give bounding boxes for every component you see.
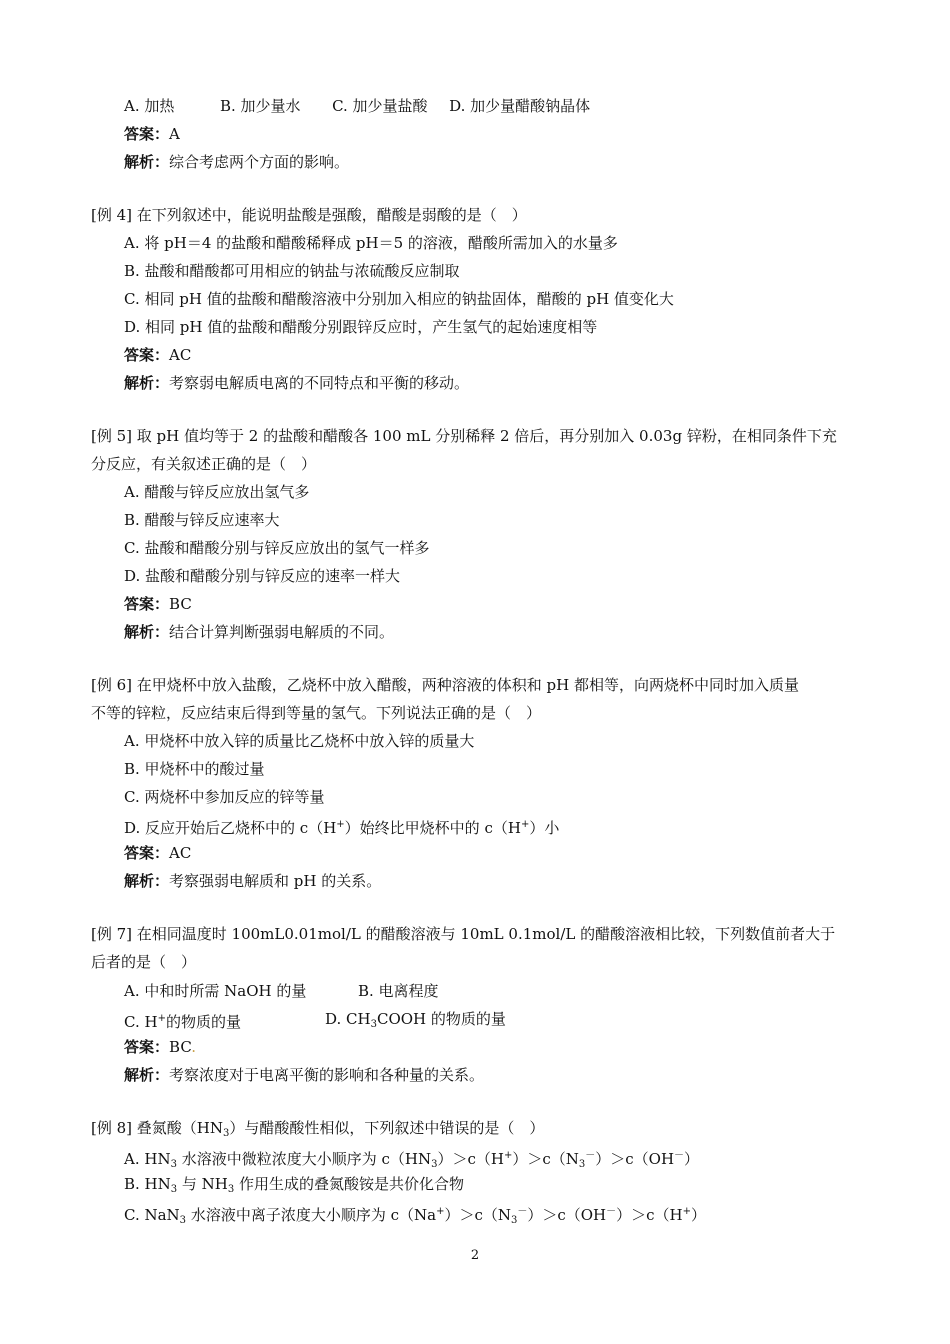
analysis-text: 考察强弱电解质和 pH 的关系。 bbox=[169, 872, 382, 890]
ex7-question-line2: 后者的是（ ） bbox=[91, 953, 197, 971]
ex4-question: [例 4] 在下列叙述中，能说明盐酸是强酸，醋酸是弱酸的是（ ） bbox=[91, 206, 527, 224]
analysis-label: 解析： bbox=[124, 872, 170, 890]
answer-value: BC bbox=[169, 1038, 192, 1056]
ex6-option-a: A. 甲烧杯中放入锌的质量比乙烧杯中放入锌的质量大 bbox=[124, 732, 475, 750]
page-number: 2 bbox=[470, 1248, 480, 1263]
ex6-analysis bbox=[124, 871, 381, 891]
ex7-option-a: A. 中和时所需 NaOH 的量 bbox=[124, 982, 307, 1000]
answer-value: A bbox=[169, 125, 180, 143]
ex7-analysis bbox=[124, 1065, 484, 1085]
ex7-question-line1: [例 7] 在相同温度时 100mL0.01mol/L 的醋酸溶液与 10mL 0.1mol/L 的醋酸溶液相比较，下列数值前者大于 bbox=[91, 925, 836, 943]
top-options-row bbox=[124, 96, 590, 116]
analysis-text: 考察浓度对于电离平衡的影响和各种量的关系。 bbox=[169, 1066, 485, 1084]
top-answer bbox=[124, 124, 180, 144]
answer-label: 答案： bbox=[124, 844, 170, 862]
ex6-option-c: C. 两烧杯中参加反应的锌等量 bbox=[124, 788, 325, 806]
ex5-question-line1: [例 5] 取 pH 值均等于 2 的盐酸和醋酸各 100 mL 分别稀释 2 倍后，再分别加入 0.03g 锌粉，在相同条件下充 bbox=[91, 427, 837, 445]
ex6-question-line2: 不等的锌粒，反应结束后得到等量的氢气。下列说法正确的是（ ） bbox=[91, 704, 542, 722]
ex5-option-c: C. 盐酸和醋酸分别与锌反应放出的氢气一样多 bbox=[124, 539, 430, 557]
analysis-label: 解析： bbox=[124, 623, 170, 641]
ex6-option-d: D. 反应开始后乙烧杯中的 c（H+）始终比甲烧杯中的 c（H+）小 bbox=[124, 819, 560, 837]
answer-label: 答案： bbox=[124, 595, 170, 613]
option-b: B. 加少量水 bbox=[219, 97, 301, 115]
ex8-option-c: C. NaN$_3$ 水溶液中离子浓度大小顺序为 $c(Na^+)>c(N_3^-)>c(OH^-)>c(H^+)$ bbox=[124, 1206, 707, 1226]
ex4-option-d: D. 相同 pH 值的盐酸和醋酸分别跟锌反应时，产生氢气的起始速度相等 bbox=[124, 318, 598, 336]
top-analysis bbox=[124, 152, 349, 172]
option-a: A. 加热 bbox=[124, 97, 175, 115]
ex7-option-b: B. 电离程度 bbox=[358, 982, 439, 1000]
ex5-option-d: D. 盐酸和醋酸分别与锌反应的速率一样大 bbox=[124, 567, 401, 585]
ex8-option-a: A. $HN_3$ 水溶液中微粒浓度大小顺序为 $c(HN_3)>c(H^+)>c(N_3^-)>c(OH^-)$ bbox=[124, 1150, 700, 1170]
analysis-text: 综合考虑两个方面的影响。 bbox=[169, 153, 350, 171]
answer-value: AC bbox=[169, 844, 192, 862]
ex6-answer bbox=[124, 843, 191, 863]
ex7-answer bbox=[124, 1037, 196, 1057]
analysis-text: 结合计算判断强弱电解质的不同。 bbox=[169, 623, 395, 641]
ex6-question-line1: [例 6] 在甲烧杯中放入盐酸，乙烧杯中放入醋酸，两种溶液的体积和 pH 都相等，向两烧杯中同时加入质量 bbox=[91, 676, 800, 694]
answer-label: 答案： bbox=[124, 125, 170, 143]
answer-label: 答案： bbox=[124, 346, 170, 364]
option-d: D. 加少量醋酸钠晶体 bbox=[449, 97, 591, 115]
answer-value: AC bbox=[169, 346, 192, 364]
ex4-option-c: C. 相同 pH 值的盐酸和醋酸溶液中分别加入相应的钠盐固体，醋酸的 pH 值变化大 bbox=[124, 290, 674, 308]
ex8-option-b: B. $HN_3$ 与 $NH_3$ 作用生成的叠氮酸铵是共价化合物 bbox=[124, 1175, 465, 1195]
ex7-option-c: C. H+的物质的量 bbox=[124, 1013, 241, 1031]
ex8-question: [例 8] 叠氮酸$(HN_3)$与醋酸酸性相似，下列叙述中错误的是（ ） bbox=[91, 1119, 545, 1139]
ex4-answer bbox=[124, 345, 191, 365]
answer-label: 答案： bbox=[124, 1038, 170, 1056]
ex5-question-line2: 分反应，有关叙述正确的是（ ） bbox=[91, 455, 317, 473]
ex5-answer bbox=[124, 594, 192, 614]
ex7-option-d: D. $CH_3COOH$ 的物质的量 bbox=[325, 1010, 506, 1030]
analysis-label: 解析： bbox=[124, 153, 170, 171]
stray-dot: . bbox=[191, 1038, 197, 1056]
ex4-option-b: B. 盐酸和醋酸都可用相应的钠盐与浓硫酸反应制取 bbox=[124, 262, 460, 280]
ex5-option-b: B. 醋酸与锌反应速率大 bbox=[124, 511, 280, 529]
ex5-option-a: A. 醋酸与锌反应放出氢气多 bbox=[124, 483, 310, 501]
ex4-option-a: A. 将 pH＝4 的盐酸和醋酸稀释成 pH＝5 的溶液，醋酸所需加入的水量多 bbox=[124, 234, 618, 252]
analysis-text: 考察弱电解质电离的不同特点和平衡的移动。 bbox=[169, 374, 470, 392]
option-c: C. 加少量盐酸 bbox=[332, 97, 428, 115]
ex5-analysis bbox=[124, 622, 394, 642]
analysis-label: 解析： bbox=[124, 374, 170, 392]
ex4-analysis bbox=[124, 373, 469, 393]
analysis-label: 解析： bbox=[124, 1066, 170, 1084]
ex6-option-b: B. 甲烧杯中的酸过量 bbox=[124, 760, 265, 778]
answer-value: BC bbox=[169, 595, 192, 613]
